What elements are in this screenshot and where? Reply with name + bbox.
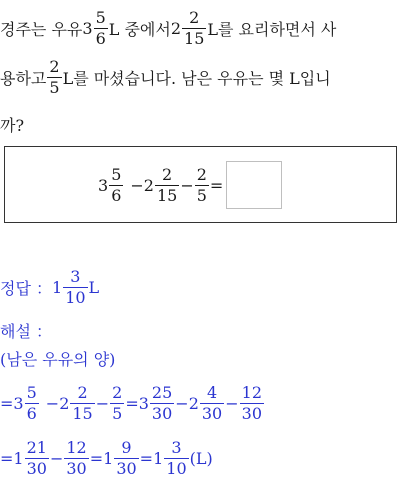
answer-input-box[interactable] [226, 161, 282, 209]
problem-text-2b: L를 마셨습니다. 남은 우유는 몇 L입니 [62, 68, 331, 88]
mixed-number-1: 3 $\frac{5}{6}$ [82, 7, 106, 48]
problem-line-1 [0, 6, 336, 50]
problem-text-1a: 경주는 우유 [0, 19, 83, 39]
explanation-step-1: = 3 $\frac{5}{6}$ − 2 $\frac{2}{15}$ − $\frac{2}{5}$ = 3 $\frac{25}{30}$ − 2 $\frac{4}{30}$ − $\frac{12}{30}$ [0, 382, 262, 423]
answer-value: 1 $\frac{3}{10}$ [52, 266, 86, 307]
problem-line-2 [0, 54, 331, 100]
problem-text-1b: L 중에서 [108, 19, 171, 39]
answer-line [0, 266, 99, 308]
mixed-number-2: 2 $\frac{2}{15}$ [170, 7, 205, 48]
fraction-3: $\frac{2}{5}$ [49, 56, 60, 97]
explanation-label: 해설 ： [0, 321, 52, 341]
answer-label: 정답 ： [0, 278, 52, 298]
equation: 3 $\frac{5}{6}$ − 2 $\frac{2}{15}$ − $\frac{2}{5}$ = [98, 161, 282, 209]
explanation-intro: (남은 우유의 양) [0, 349, 116, 369]
problem-text-3: 까? [0, 115, 25, 135]
problem-text-1c: L를 요리하면서 사 [207, 19, 337, 39]
explanation-step-2: = 1 $\frac{21}{30}$ − $\frac{12}{30}$ = 1 $\frac{9}{30}$ = 1 $\frac{3}{10}$ (L) [0, 437, 213, 478]
problem-line-3 [0, 112, 24, 136]
equation-box [4, 146, 397, 223]
minus-sign: − [180, 175, 194, 195]
equals-sign: = [209, 175, 224, 195]
answer-unit: L [88, 277, 100, 297]
minus-sign: − [130, 175, 144, 195]
problem-text-2a: 용하고 [0, 68, 47, 88]
